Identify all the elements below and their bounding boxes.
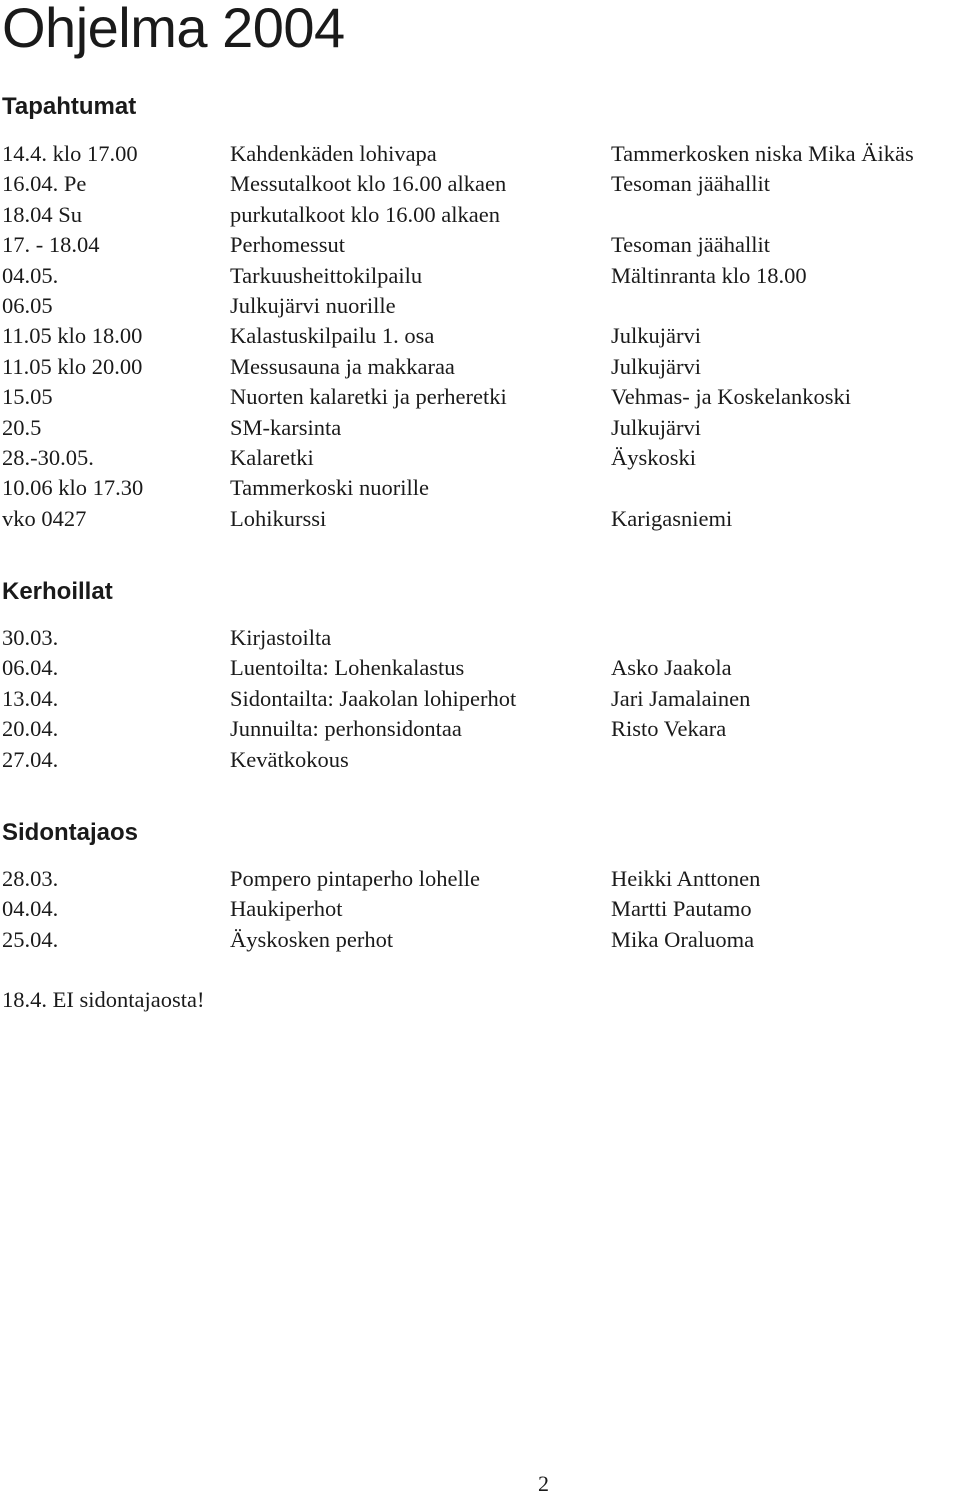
row-place: Jari Jamalainen [611, 685, 751, 711]
table-row [2, 261, 960, 291]
table-row [2, 864, 960, 894]
row-date: 11.05 klo 20.00 [2, 353, 143, 379]
row-date: 04.04. [2, 896, 59, 922]
row-event: Nuorten kalaretki ja perheretki [230, 384, 507, 410]
row-date: 28.03. [2, 866, 59, 891]
table-row [2, 382, 960, 412]
row-date: 15.05 [2, 384, 53, 410]
row-date: 25.04. [2, 926, 59, 952]
row-event: Tarkuusheittokilpailu [230, 262, 423, 288]
row-event: SM-karsinta [230, 414, 342, 440]
row-event: Messusauna ja makkaraa [230, 353, 455, 379]
row-place: Mika Oraluoma [611, 926, 755, 952]
section-tapahtumat [2, 92, 960, 534]
row-event: Sidontailta: Jaakolan lohiperhot [230, 685, 517, 711]
row-date: 06.04. [2, 655, 59, 681]
row-place: Tammerkosken niska Mika Äikäs [611, 141, 914, 166]
row-event: Tammerkoski nuorille [230, 475, 430, 501]
row-event: Kalaretki [230, 444, 314, 470]
row-place: Julkujärvi [611, 353, 701, 379]
section-kerhoillat [2, 577, 960, 775]
row-place: Heikki Anttonen [611, 866, 761, 891]
fly-tying-list [2, 864, 960, 955]
row-event: Pompero pintaperho lohelle [230, 866, 480, 891]
row-event: Julkujärvi nuorille [230, 292, 396, 318]
row-place: Tesoman jäähallit [611, 232, 770, 258]
section-sidontajaos [2, 818, 960, 955]
table-row [2, 200, 960, 230]
row-place: Martti Pautamo [611, 896, 752, 922]
row-date: 27.04. [2, 746, 59, 772]
row-event: Kalastuskilpailu 1. osa [230, 323, 435, 349]
table-row [2, 352, 960, 382]
row-date: 17. - 18.04 [2, 232, 100, 258]
table-row [2, 745, 960, 775]
table-row [2, 653, 960, 683]
row-date: 18.04 Su [2, 201, 83, 227]
row-date: 10.06 klo 17.30 [2, 475, 144, 501]
row-event: Äyskosken perhot [230, 926, 394, 952]
row-place: Karigasniemi [611, 505, 733, 531]
table-row [2, 473, 960, 503]
table-row [2, 894, 960, 924]
note-text: 18.4. EI sidontajaosta! [2, 987, 205, 1012]
page-number: 2 [538, 1471, 549, 1496]
row-event: Kahdenkäden lohivapa [230, 141, 437, 166]
row-event: purkutalkoot klo 16.00 alkaen [230, 201, 500, 227]
row-place: Äyskoski [611, 444, 697, 470]
table-row [2, 504, 960, 534]
row-date: 13.04. [2, 685, 59, 711]
row-place: Tesoman jäähallit [611, 171, 770, 197]
row-date: vko 0427 [2, 505, 87, 531]
row-date: 06.05 [2, 292, 53, 318]
table-row [2, 623, 960, 653]
table-row [2, 925, 960, 955]
table-row [2, 230, 960, 260]
section-heading: Sidontajaos [2, 819, 139, 846]
row-event: Kevätkokous [230, 746, 349, 772]
row-event: Messutalkoot klo 16.00 alkaen [230, 171, 507, 197]
row-place: Mältinranta klo 18.00 [611, 262, 807, 288]
row-date: 16.04. Pe [2, 171, 87, 197]
row-date: 20.5 [2, 414, 42, 440]
row-date: 11.05 klo 18.00 [2, 323, 143, 349]
row-date: 30.03. [2, 625, 59, 650]
table-row [2, 321, 960, 351]
row-place: Julkujärvi [611, 414, 701, 440]
row-date: 04.05. [2, 262, 59, 288]
event-list [2, 139, 960, 534]
table-row [2, 714, 960, 744]
table-row [2, 684, 960, 714]
row-place: Asko Jaakola [611, 655, 732, 681]
row-event: Perhomessut [230, 232, 345, 258]
row-date: 14.4. klo 17.00 [2, 141, 138, 166]
table-row [2, 443, 960, 473]
row-event: Junnuilta: perhonsidontaa [230, 716, 462, 742]
row-event: Luentoilta: Lohenkalastus [230, 655, 465, 681]
table-row [2, 139, 960, 169]
row-place: Risto Vekara [611, 716, 727, 742]
row-date: 20.04. [2, 716, 59, 742]
row-place: Vehmas- ja Koskelankoski [611, 384, 851, 410]
row-event: Kirjastoilta [230, 625, 332, 650]
club-evening-list [2, 623, 960, 775]
row-event: Lohikurssi [230, 505, 327, 531]
section-heading: Tapahtumat [2, 93, 137, 120]
table-row [2, 291, 960, 321]
row-date: 28.-30.05. [2, 444, 94, 470]
section-heading: Kerhoillat [2, 578, 113, 605]
table-row [2, 169, 960, 199]
page-title: Ohjelma 2004 [2, 0, 345, 59]
row-place: Julkujärvi [611, 323, 701, 349]
row-event: Haukiperhot [230, 896, 343, 922]
table-row [2, 413, 960, 443]
